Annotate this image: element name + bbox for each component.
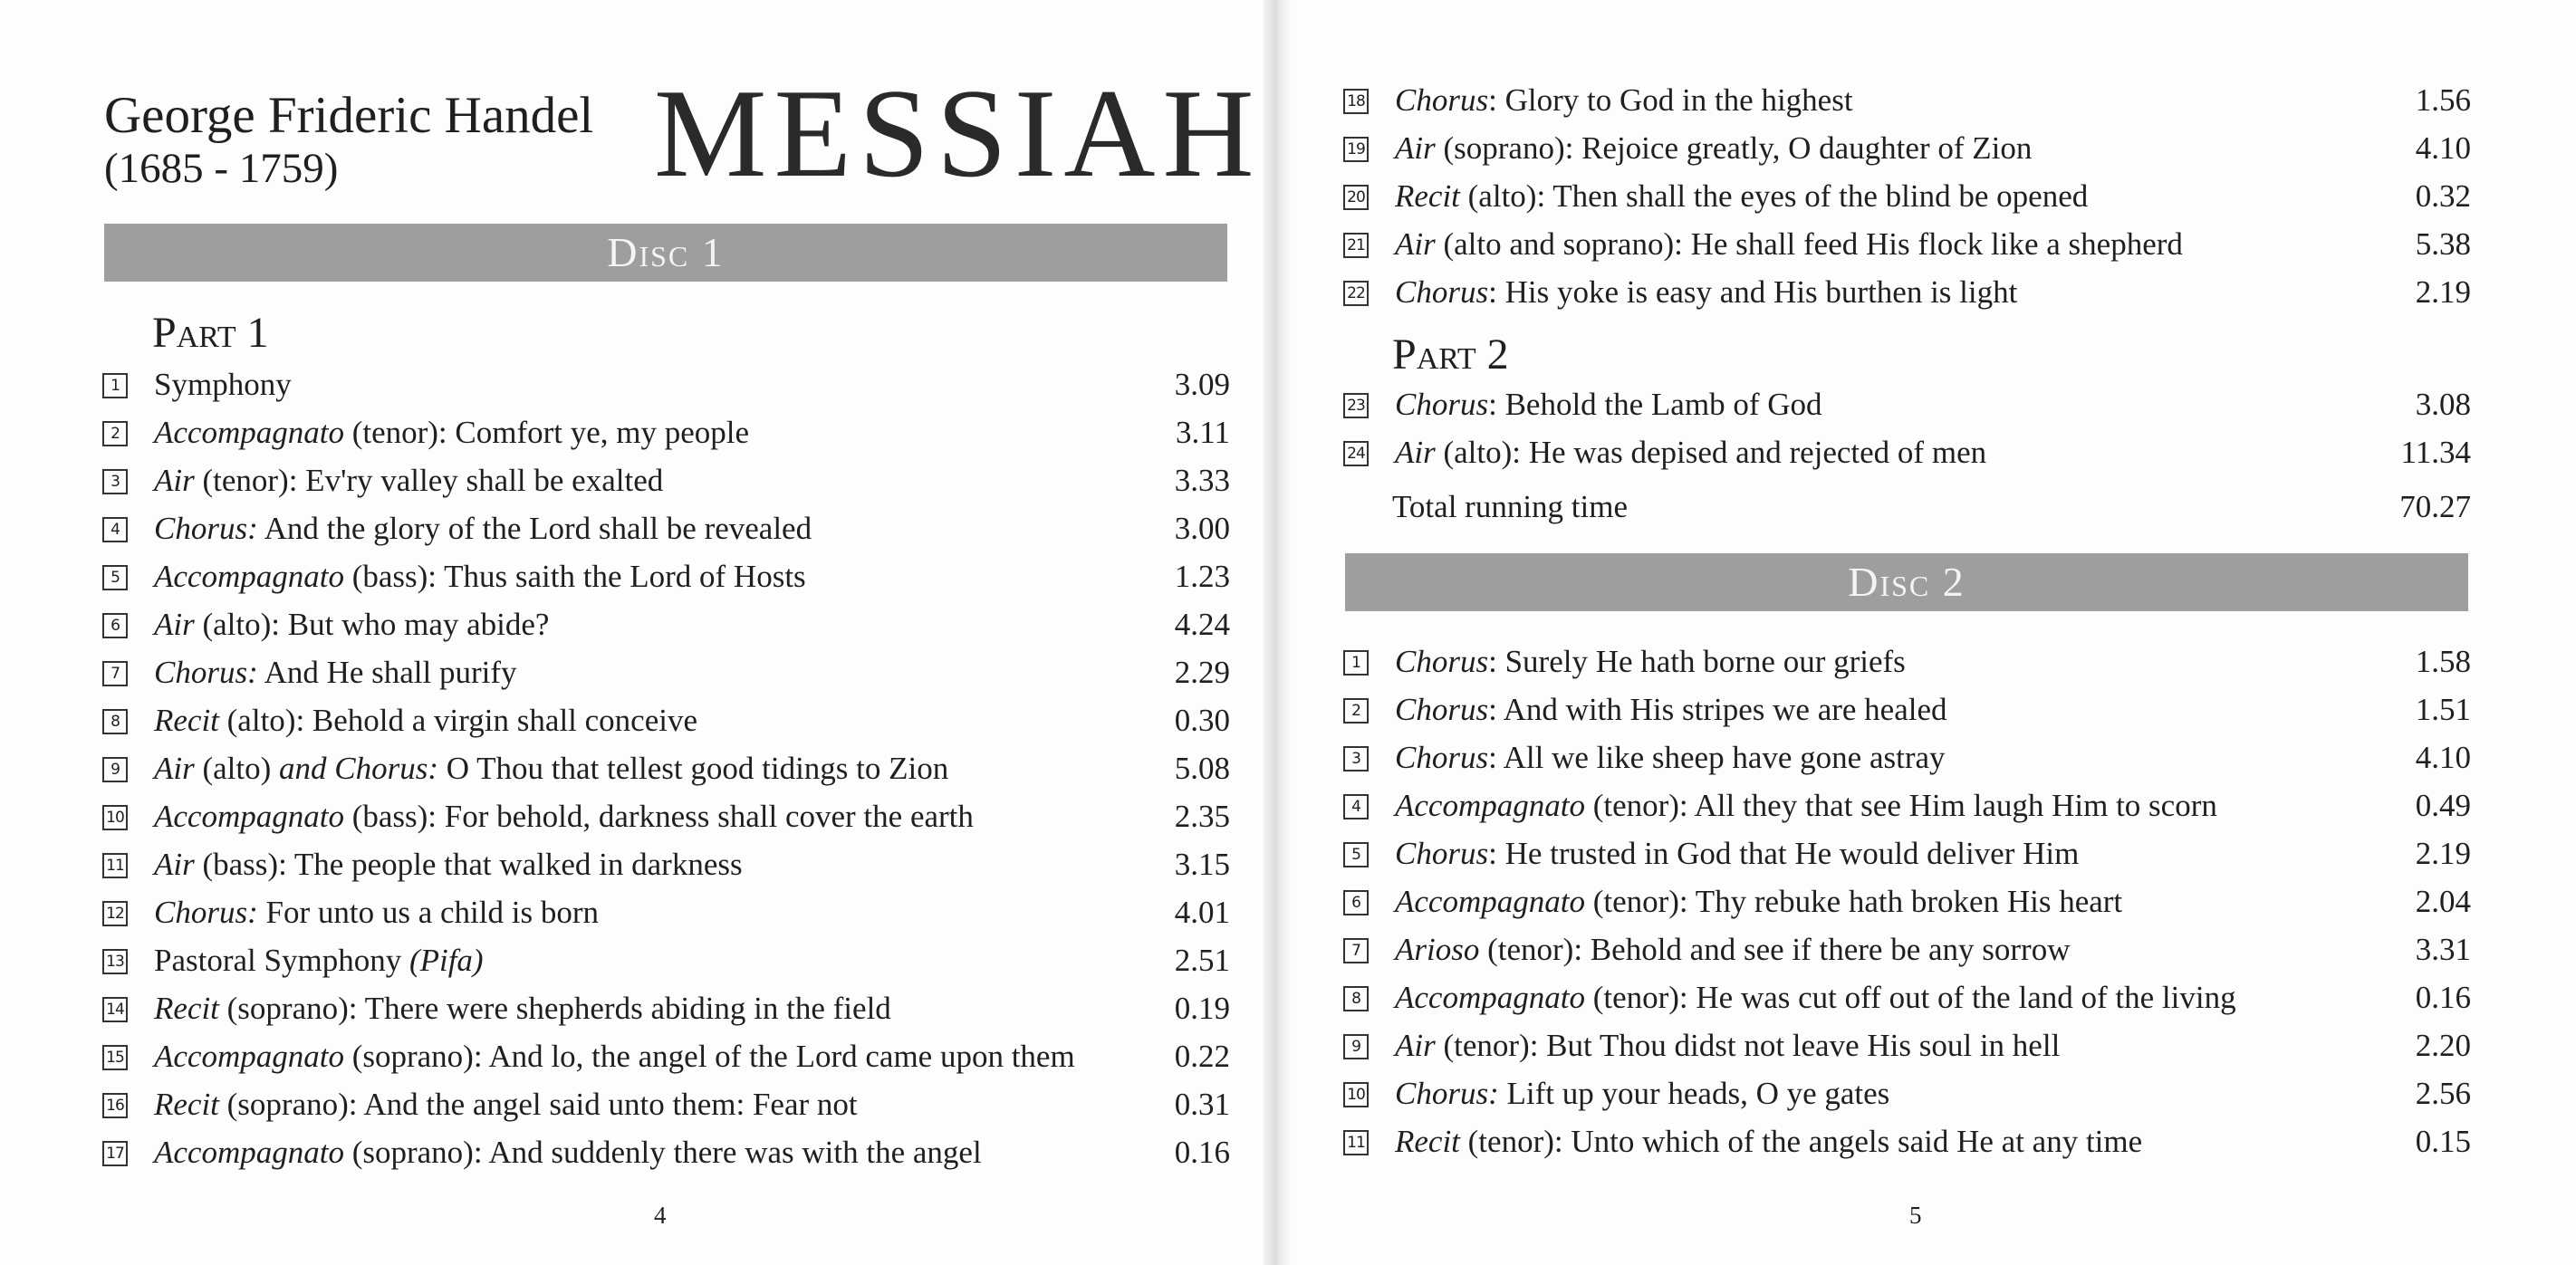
track-title xyxy=(154,552,806,600)
track-title xyxy=(1395,76,1853,124)
track-title xyxy=(1395,781,2217,829)
page-gutter xyxy=(1264,0,1291,1265)
disc1-part2-track-list xyxy=(1343,380,2471,476)
track-title-text: : Behold the Lamb of God xyxy=(1488,387,1822,422)
track-form-label: Chorus xyxy=(1395,387,1489,422)
track-duration: 0.32 xyxy=(2415,178,2471,214)
track-form-label: Accompagnato xyxy=(154,415,344,450)
track-row xyxy=(1343,124,2471,172)
track-duration: 3.11 xyxy=(1176,415,1230,450)
track-title xyxy=(1395,733,1946,781)
track-title-text: : All we like sheep have gone astray xyxy=(1488,740,1946,775)
track-duration: 2.19 xyxy=(2415,274,2471,310)
track-form-label: Air xyxy=(1395,435,1436,470)
track-duration: 0.30 xyxy=(1174,703,1230,738)
track-number-box: 7 xyxy=(102,661,128,686)
track-duration: 4.01 xyxy=(1174,895,1230,930)
track-row xyxy=(102,360,1230,408)
track-number-box: 19 xyxy=(1343,137,1369,162)
track-title-text: (soprano): And lo, the angel of the Lord came upon them xyxy=(343,1039,1075,1074)
track-title-text: Lift up your heads, O ye gates xyxy=(1498,1076,1890,1111)
track-duration: 5.38 xyxy=(2415,226,2471,262)
track-number-box: 8 xyxy=(102,709,128,734)
track-row xyxy=(1343,380,2471,428)
track-title-text: (tenor): Thy rebuke hath broken His heart xyxy=(1584,884,2123,919)
track-row xyxy=(1343,733,2471,781)
track-title-text: (alto) xyxy=(194,751,280,786)
track-title xyxy=(1395,877,2122,925)
track-title-text: (tenor): All they that see Him laugh Him to scorn xyxy=(1584,788,2217,823)
part1-heading: Part 1 xyxy=(152,309,269,357)
track-duration: 3.31 xyxy=(2415,932,2471,967)
track-title xyxy=(154,408,749,456)
track-title-text: For unto us a child is born xyxy=(257,895,599,930)
track-row xyxy=(102,936,1230,984)
track-duration: 0.16 xyxy=(2415,980,2471,1015)
track-duration: 2.20 xyxy=(2415,1028,2471,1063)
track-duration: 2.35 xyxy=(1174,799,1230,834)
track-duration: 4.10 xyxy=(2415,740,2471,775)
composer-name: George Frideric Handel xyxy=(104,87,594,144)
track-title xyxy=(1395,172,2088,220)
track-title xyxy=(1395,637,1906,685)
track-title xyxy=(154,840,743,888)
track-form-label: Chorus xyxy=(1395,836,1489,871)
track-duration: 2.51 xyxy=(1174,943,1230,978)
track-row xyxy=(102,648,1230,696)
track-number-box: 17 xyxy=(102,1141,128,1166)
track-row xyxy=(102,504,1230,552)
track-title xyxy=(154,1032,1075,1080)
track-title xyxy=(154,1080,858,1128)
track-title xyxy=(1395,220,2183,268)
track-title-text: Symphony xyxy=(154,367,292,402)
disc1-banner: Disc 1 xyxy=(104,224,1227,282)
page-number-right: 5 xyxy=(1909,1202,1922,1229)
track-number-box: 15 xyxy=(102,1045,128,1070)
track-title xyxy=(1395,973,2236,1021)
track-number-box: 20 xyxy=(1343,185,1369,210)
disc2-banner: Disc 2 xyxy=(1345,553,2468,611)
track-row xyxy=(1343,829,2471,877)
track-number-box: 21 xyxy=(1343,233,1369,258)
disc2-track-list xyxy=(1343,637,2471,1165)
track-title-text: And He shall purify xyxy=(257,655,517,690)
track-form-label: Recit xyxy=(1395,178,1460,214)
track-form-label: Accompagnato xyxy=(1395,788,1585,823)
track-form-label: Accompagnato xyxy=(1395,980,1585,1015)
track-number-box: 18 xyxy=(1343,89,1369,114)
track-form-label: Chorus: xyxy=(1395,1076,1499,1111)
track-title-text: (alto): But who may abide? xyxy=(194,607,550,642)
track-title-text: (soprano): There were shepherds abiding in the field xyxy=(218,991,891,1026)
track-number-box: 1 xyxy=(102,373,128,398)
track-title-text: (bass): For behold, darkness shall cover the earth xyxy=(343,799,974,834)
track-duration: 0.16 xyxy=(1174,1135,1230,1170)
track-number-box: 3 xyxy=(102,469,128,494)
track-duration: 0.19 xyxy=(1174,991,1230,1026)
track-row xyxy=(102,552,1230,600)
track-title-text: (tenor): But Thou didst not leave His soul in hell xyxy=(1435,1028,2061,1063)
page-number-left: 4 xyxy=(654,1202,667,1229)
track-row xyxy=(1343,76,2471,124)
track-number-box: 14 xyxy=(102,997,128,1022)
track-number-box: 13 xyxy=(102,949,128,974)
track-row xyxy=(102,984,1230,1032)
track-title xyxy=(154,360,292,408)
track-title-text: (bass): The people that walked in darkness xyxy=(194,847,743,882)
track-row xyxy=(102,792,1230,840)
track-form-label: Chorus: xyxy=(154,655,258,690)
track-row xyxy=(102,1032,1230,1080)
track-duration: 0.22 xyxy=(1174,1039,1230,1074)
track-form-label: Air xyxy=(1395,130,1436,166)
track-title xyxy=(154,936,484,984)
track-duration: 1.58 xyxy=(2415,644,2471,679)
track-row xyxy=(1343,220,2471,268)
track-number-box: 22 xyxy=(1343,281,1369,306)
track-row xyxy=(1343,637,2471,685)
track-number-box: 11 xyxy=(102,853,128,878)
track-row xyxy=(1343,877,2471,925)
track-duration: 4.10 xyxy=(2415,130,2471,166)
track-row xyxy=(102,456,1230,504)
track-number-box: 5 xyxy=(102,565,128,590)
track-form-label: Accompagnato xyxy=(154,559,344,594)
track-form-label: Accompagnato xyxy=(154,1039,344,1074)
track-number-box: 2 xyxy=(1343,698,1369,724)
track-title xyxy=(154,456,663,504)
track-row xyxy=(1343,268,2471,316)
track-title-text: : And with His stripes we are healed xyxy=(1488,692,1947,727)
track-duration: 3.00 xyxy=(1174,511,1230,546)
track-row xyxy=(1343,428,2471,476)
disc1-part1-track-list xyxy=(102,360,1230,1176)
track-form-label: Recit xyxy=(154,991,219,1026)
track-form-label: Air xyxy=(154,751,195,786)
track-title-text: (alto): He was depised and rejected of men xyxy=(1435,435,1987,470)
track-duration: 3.09 xyxy=(1174,367,1230,402)
track-title-text: (soprano): And suddenly there was with the angel xyxy=(343,1135,982,1170)
track-title xyxy=(154,1128,982,1176)
track-number-box: 11 xyxy=(1343,1130,1369,1155)
track-title-text: (alto): Behold a virgin shall conceive xyxy=(218,703,697,738)
track-form-label: Recit xyxy=(154,703,219,738)
track-row xyxy=(1343,685,2471,733)
composer-years: (1685 - 1759) xyxy=(104,145,339,192)
track-number-box: 9 xyxy=(1343,1034,1369,1059)
track-form-label: Accompagnato xyxy=(1395,884,1585,919)
track-row xyxy=(102,744,1230,792)
total-running-time-row xyxy=(1392,483,2471,531)
track-number-box: 7 xyxy=(1343,938,1369,963)
track-title xyxy=(154,504,812,552)
track-title xyxy=(1395,1069,1889,1117)
track-title xyxy=(1395,124,2032,172)
track-title-text: (tenor): Comfort ye, my people xyxy=(343,415,750,450)
track-title-text: Pastoral Symphony xyxy=(154,943,409,978)
track-form-label: Chorus xyxy=(1395,274,1489,310)
track-number-box: 10 xyxy=(102,805,128,830)
track-title-text: O Thou that tellest good tidings to Zion xyxy=(438,751,949,786)
total-running-time-label: Total running time xyxy=(1392,489,1629,524)
track-number-box: 9 xyxy=(102,757,128,782)
track-row xyxy=(102,600,1230,648)
track-row xyxy=(102,408,1230,456)
track-title xyxy=(154,648,517,696)
track-title-text: : Surely He hath borne our griefs xyxy=(1488,644,1906,679)
track-row xyxy=(102,840,1230,888)
track-title-text: (tenor): Unto which of the angels said He at any time xyxy=(1459,1124,2143,1159)
track-row xyxy=(1343,973,2471,1021)
track-form-label: Arioso xyxy=(1395,932,1480,967)
track-title xyxy=(1395,829,2079,877)
track-form-label: Air xyxy=(154,463,195,498)
track-number-box: 8 xyxy=(1343,986,1369,1011)
track-title xyxy=(154,600,549,648)
total-running-time-value: 70.27 xyxy=(2399,489,2471,524)
track-duration: 5.08 xyxy=(1174,751,1230,786)
track-title-text: : He trusted in God that He would deliver Him xyxy=(1488,836,2080,871)
track-row xyxy=(1343,781,2471,829)
track-form-label: Air xyxy=(154,607,195,642)
track-row xyxy=(1343,172,2471,220)
track-title-text: (soprano): Rejoice greatly, O daughter of Zion xyxy=(1435,130,2033,166)
track-duration: 2.56 xyxy=(2415,1076,2471,1111)
track-form-label: Chorus: xyxy=(154,895,258,930)
track-duration: 2.29 xyxy=(1174,655,1230,690)
track-title xyxy=(154,792,974,840)
track-number-box: 12 xyxy=(102,901,128,926)
track-row xyxy=(1343,925,2471,973)
track-title xyxy=(154,696,697,744)
track-number-box: 3 xyxy=(1343,746,1369,771)
track-form-label: Air xyxy=(154,847,195,882)
track-title xyxy=(154,744,948,792)
track-title-text: (tenor): Ev'ry valley shall be exalted xyxy=(194,463,664,498)
track-title xyxy=(154,984,891,1032)
track-row xyxy=(1343,1021,2471,1069)
track-title-text: (alto): Then shall the eyes of the blind be opened xyxy=(1459,178,2089,214)
track-duration: 1.56 xyxy=(2415,82,2471,118)
track-duration: 0.15 xyxy=(2415,1124,2471,1159)
track-title xyxy=(1395,1021,2060,1069)
track-row xyxy=(102,696,1230,744)
track-row xyxy=(1343,1117,2471,1165)
track-title-text: : Glory to God in the highest xyxy=(1488,82,1853,118)
track-form-label: Accompagnato xyxy=(154,1135,344,1170)
track-title-text: And the glory of the Lord shall be revealed xyxy=(257,511,812,546)
track-title-text: (tenor): Behold and see if there be any sorrow xyxy=(1479,932,2071,967)
track-duration: 4.24 xyxy=(1174,607,1230,642)
track-number-box: 6 xyxy=(1343,890,1369,915)
track-number-box: 10 xyxy=(1343,1082,1369,1107)
track-number-box: 5 xyxy=(1343,842,1369,867)
track-form-label: Air xyxy=(1395,1028,1436,1063)
track-title xyxy=(1395,268,2017,316)
track-duration: 2.19 xyxy=(2415,836,2471,871)
track-number-box: 2 xyxy=(102,421,128,446)
track-title-text: (soprano): And the angel said unto them: Fear not xyxy=(218,1087,858,1122)
track-number-box: 23 xyxy=(1343,393,1369,418)
track-form-label: Recit xyxy=(154,1087,219,1122)
track-number-box: 1 xyxy=(1343,650,1369,676)
track-row xyxy=(1343,1069,2471,1117)
track-form-label: Chorus xyxy=(1395,692,1489,727)
track-duration: 11.34 xyxy=(2400,435,2471,470)
track-title-text: (bass): Thus saith the Lord of Hosts xyxy=(343,559,806,594)
track-title xyxy=(1395,428,1986,476)
track-form-label: Recit xyxy=(1395,1124,1460,1159)
track-title xyxy=(1395,685,1947,733)
track-number-box: 6 xyxy=(102,613,128,638)
track-duration: 3.33 xyxy=(1174,463,1230,498)
part2-heading: Part 2 xyxy=(1392,331,1509,379)
track-number-box: 16 xyxy=(102,1093,128,1118)
track-title xyxy=(1395,380,1822,428)
track-number-box: 4 xyxy=(102,517,128,542)
track-form-label: Chorus xyxy=(1395,740,1489,775)
track-duration: 1.51 xyxy=(2415,692,2471,727)
track-title-text: (alto and soprano): He shall feed His flock like a shepherd xyxy=(1435,226,2183,262)
track-form-label: Chorus: xyxy=(154,511,258,546)
track-title-text: (tenor): He was cut off out of the land of the living xyxy=(1584,980,2236,1015)
track-duration: 2.04 xyxy=(2415,884,2471,919)
track-duration: 0.49 xyxy=(2415,788,2471,823)
track-form-label: and Chorus: xyxy=(279,751,439,786)
track-title xyxy=(1395,1117,2142,1165)
track-row xyxy=(102,1080,1230,1128)
track-form-label: Chorus xyxy=(1395,644,1489,679)
track-row xyxy=(102,888,1230,936)
track-form-label: (Pifa) xyxy=(409,943,484,978)
track-form-label: Accompagnato xyxy=(154,799,344,834)
track-duration: 3.15 xyxy=(1174,847,1230,882)
track-form-label: Air xyxy=(1395,226,1436,262)
track-number-box: 24 xyxy=(1343,441,1369,466)
track-row xyxy=(102,1128,1230,1176)
track-duration: 0.31 xyxy=(1174,1087,1230,1122)
disc1-part1-continued-track-list xyxy=(1343,76,2471,316)
track-title-text: : His yoke is easy and His burthen is light xyxy=(1488,274,2018,310)
track-duration: 3.08 xyxy=(2415,387,2471,422)
track-number-box: 4 xyxy=(1343,794,1369,819)
work-title: MESSIAH xyxy=(654,63,1262,204)
track-form-label: Chorus xyxy=(1395,82,1489,118)
track-title xyxy=(154,888,599,936)
track-title xyxy=(1395,925,2071,973)
track-duration: 1.23 xyxy=(1174,559,1230,594)
